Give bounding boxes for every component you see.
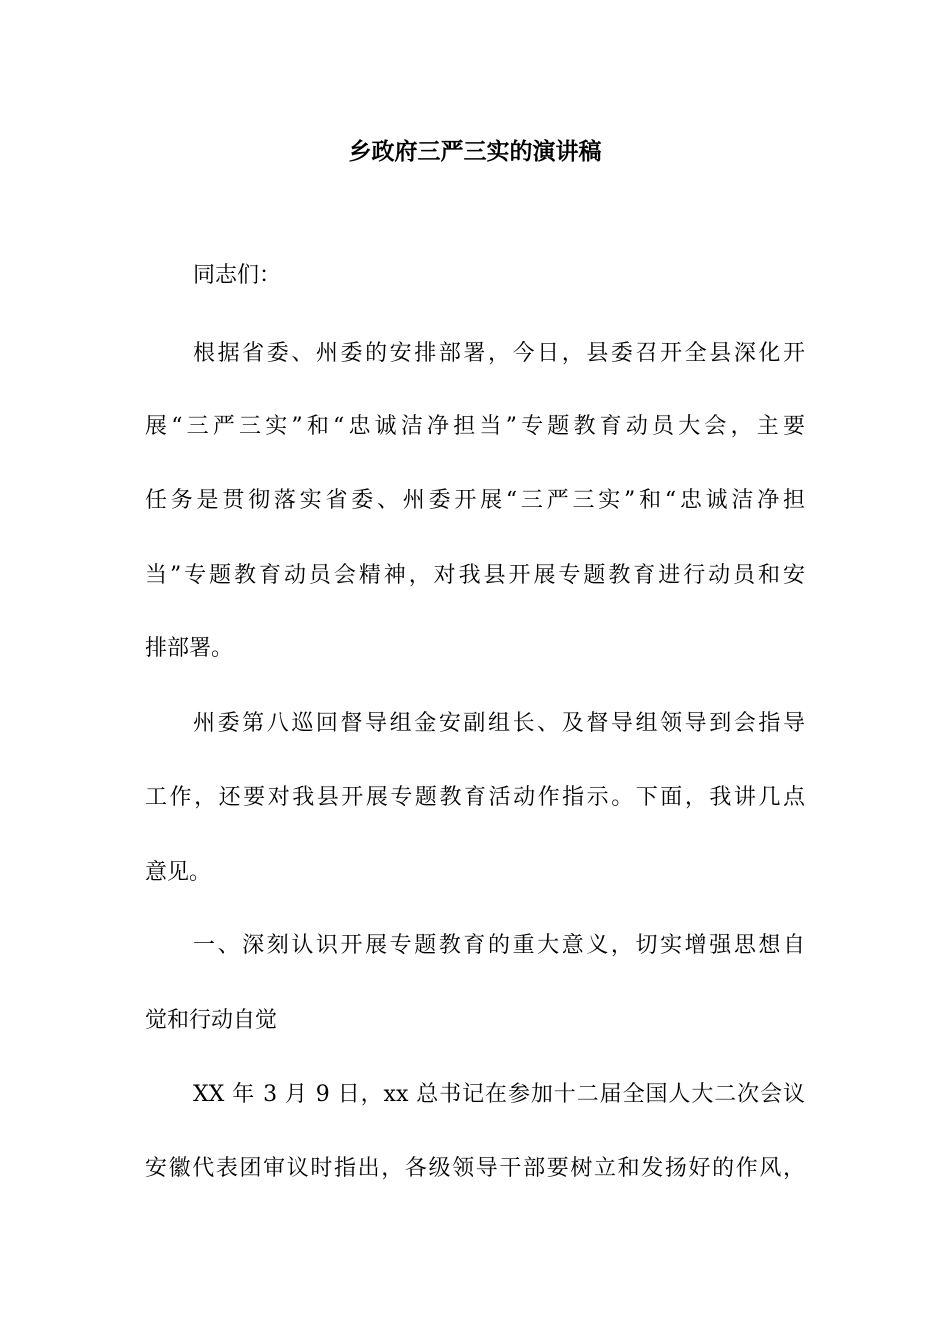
paragraph-line: 意见。 [145,860,212,885]
section-heading-line: 觉和行动自觉 [145,1008,278,1033]
paragraph-line: 安徽代表团审议时指出，各级领导干部要树立和发扬好的作风， [145,1156,805,1181]
section-heading-line: 一、深刻认识开展专题教育的重大意义，切实增强思想自 [193,933,805,958]
paragraph-line: 工作，还要对我县开展专题教育活动作指示。下面，我讲几点 [145,785,805,810]
salutation: 同志们： [193,263,282,288]
paragraph-line: 任务是贯彻落实省委、州委开展“三严三实”和“忠诚洁净担 [145,488,805,513]
document-title: 乡政府三严三实的演讲稿 [348,138,602,165]
paragraph-line: 排部署。 [145,636,234,661]
paragraph-line: XX 年 3 月 9 日，xx 总书记在参加十二届全国人大二次会议 [193,1082,805,1107]
paragraph-line: 展“三严三实”和“忠诚洁净担当”专题教育动员大会，主要 [145,414,805,439]
paragraph-line: 根据省委、州委的安排部署，今日，县委召开全县深化开 [193,341,805,366]
paragraph-line: 州委第八巡回督导组金安副组长、及督导组领导到会指导 [193,711,805,736]
paragraph-line: 当”专题教育动员会精神，对我县开展专题教育进行动员和安 [145,563,805,588]
